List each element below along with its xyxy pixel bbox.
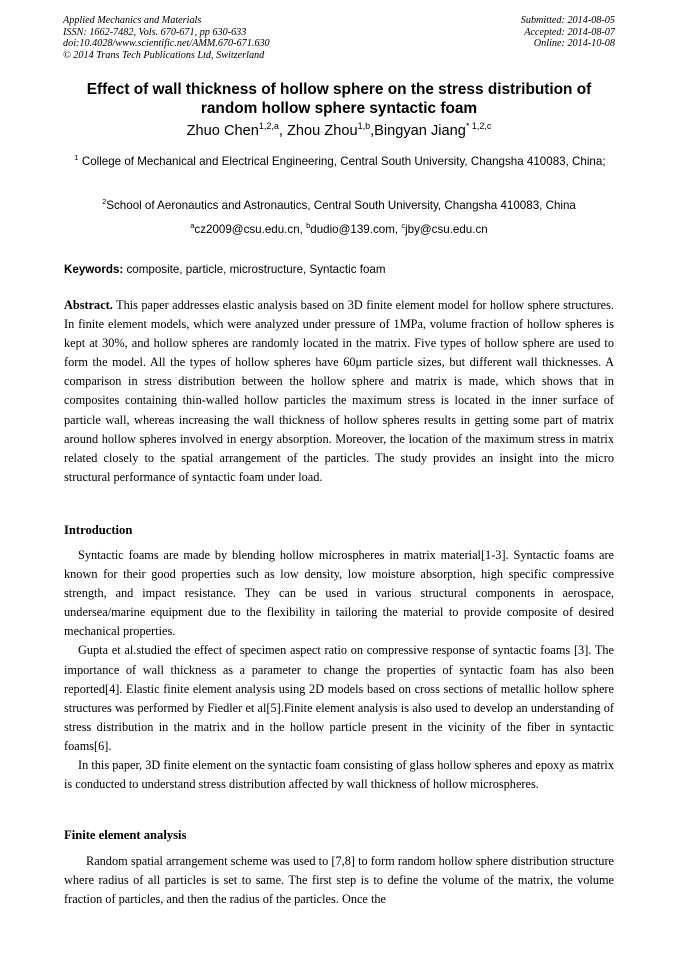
copyright-line: © 2014 Trans Tech Publications Ltd, Switzerland	[63, 49, 265, 61]
keywords-label: Keywords:	[64, 263, 124, 276]
author-affil-sup: 1,2,a	[258, 121, 279, 131]
email-marker: c	[401, 221, 406, 230]
paper-title: Effect of wall thickness of hollow sphere on the stress distribution of random hollow sphere syntactic foam	[86, 81, 592, 117]
affiliation-2	[40, 196, 638, 215]
journal-header-left	[63, 15, 270, 61]
author-emails	[40, 220, 638, 239]
abstract-text: This paper addresses elastic analysis based on 3D finite element model for hollow sphere structures. In finite element models, which were analyzed under pressure of 1MPa, volume fraction of hollow spheres is kept at 30%, and hollow spheres are randomly located in the matrix. Five types of hollow sphere are used to form the model. All the types of hollow spheres have 60μm particle sizes, but different wall thicknesses. A comparison in stress distribution between the hollow sphere and matrix is made, which shows that in composites containing thin-walled hollow particles the maximum stress is located in the inner surface of particle wall, whereas increasing the wall thickness of hollow spheres results in getting some part of matrix around hollow spheres involved in energy absorption. Moreover, the location of the maximum stress in matrix related closely to the spatial arrangement of the particles. The study provides an insight into the micro structural performance of syntactic foam under load.	[64, 298, 614, 484]
keywords	[64, 262, 616, 278]
online-date: Online: 2014-10-08	[533, 38, 615, 50]
abstract	[64, 296, 614, 487]
paragraph: Gupta et al.studied the effect of specimen aspect ratio on compressive response of syntactic foams [3]. The importance of wall thickness as a parameter to change the properties of syntactic foam has also been reported[4]. Elastic finite element analysis using 2D models based on cross sections of metallic hollow sphere structures was performed by Fiedler et al[5].Finite element analysis is also used to develop an understanding of stress distribution in the matrix and in the hollow particle present in the vicinity of the fiber in syntactic foams[6].	[64, 643, 614, 753]
author-name: Zhuo Chen	[186, 123, 259, 139]
affil-marker: 1	[74, 153, 79, 162]
introduction-body	[64, 546, 614, 794]
affil-text: College of Mechanical and Electrical Engineering, Central South University, Changsha 410083, China;	[78, 155, 606, 168]
email-marker: a	[190, 221, 195, 230]
issn-line: ISSN: 1662-7482, Vols. 670-671, pp 630-633	[63, 26, 247, 38]
paragraph: Syntactic foams are made by blending hollow microspheres in matrix material[1-3]. Syntactic foams are known for their good properties such as low density, low moisture absorption, high specific compressive strength, and impact resistance. They can be used in various structural components in aerospace, undersea/marine equipment due to the flexibility in tailoring the material to provide composite of desired mechanical properties.	[64, 548, 614, 639]
email-marker: b	[306, 221, 311, 230]
author-separator: ,	[370, 123, 375, 139]
fea-body	[64, 852, 614, 909]
author-affil-sup: 1,b	[357, 121, 371, 131]
paragraph: Random spatial arrangement scheme was used to [7,8] to form random hollow sphere distribution structure where radius of all particles is set to same. The first step is to define the volume of the matrix, the volume fraction of particles, and then the radius of the particles. Once the	[64, 854, 614, 907]
doi-line[interactable]: doi:10.4028/www.scientific.net/AMM.670-671.630	[63, 38, 270, 50]
section-heading-introduction: Introduction	[64, 523, 133, 537]
journal-name: Applied Mechanics and Materials	[63, 15, 202, 26]
section-heading-fea: Finite element analysis	[64, 828, 187, 842]
keywords-text: composite, particle, microstructure, Syntactic foam	[123, 263, 386, 276]
affil-text: School of Aeronautics and Astronautics, Central South University, Changsha 410083, China	[106, 199, 576, 212]
author-affil-sup: * 1,2,c	[465, 121, 492, 131]
accepted-date: Accepted: 2014-08-07	[524, 26, 615, 38]
abstract-label: Abstract.	[64, 298, 113, 312]
paragraph: In this paper, 3D finite element on the syntactic foam consisting of glass hollow spheres and epoxy as matrix is conducted to understand stress distribution affected by wall thickness of hollow microspheres.	[64, 758, 614, 792]
author-separator: ,	[278, 123, 287, 139]
author-name: Zhou Zhou	[286, 123, 358, 139]
author-list	[0, 122, 678, 140]
email-address[interactable]: cz2009@csu.edu.cn,	[194, 223, 307, 236]
affiliation-1	[70, 152, 610, 171]
email-address[interactable]: dudio@139.com,	[310, 223, 402, 236]
affil-marker: 2	[102, 197, 107, 206]
journal-header-right	[521, 15, 615, 50]
submitted-date: Submitted: 2014-08-05	[520, 15, 615, 26]
email-address[interactable]: jby@csu.edu.cn	[405, 223, 488, 236]
author-name: Bingyan Jiang	[374, 123, 466, 139]
